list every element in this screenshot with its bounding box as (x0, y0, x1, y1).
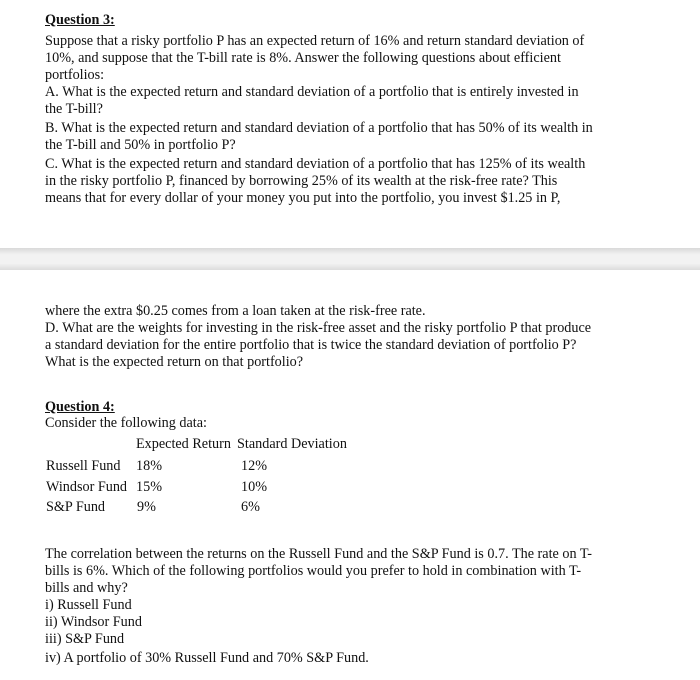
q4-intro: Consider the following data: (45, 415, 207, 431)
table-cell-return: 9% (137, 499, 156, 515)
q4-line-3: bills and why? (45, 580, 128, 596)
q3-line-7: the T-bill and 50% in portfolio P? (45, 137, 236, 153)
table-cell-fund: Windsor Fund (46, 479, 128, 495)
table-cell-sd: 6% (241, 499, 260, 515)
table-cell-return: 18% (136, 458, 163, 474)
q3-continuation-2: D. What are the weights for investing in the risk-free asset and the risky portfolio P that produce (45, 320, 592, 336)
table-cell-sd: 12% (241, 458, 268, 474)
table-header-standard-deviation: Standard Deviation (237, 436, 347, 452)
q3-continuation-3: a standard deviation for the entire portfolio that is twice the standard deviation of portfolio P? (45, 337, 577, 353)
table-header-expected-return: Expected Return (136, 436, 231, 452)
q4-line-1: The correlation between the returns on the Russell Fund and the S&P Fund is 0.7. The rate on T- (45, 546, 592, 562)
question-3-heading: Question 3: (45, 12, 115, 28)
table-cell-fund: Russell Fund (46, 458, 121, 474)
page-top (0, 0, 700, 248)
q4-option-2: ii) Windsor Fund (45, 614, 142, 630)
q4-option-4: iv) A portfolio of 30% Russell Fund and 70% S&P Fund. (45, 650, 369, 666)
question-4-heading: Question 4: (45, 399, 115, 415)
table-cell-fund: S&P Fund (46, 499, 106, 515)
page-bottom (0, 270, 700, 680)
q4-option-3: iii) S&P Fund (45, 631, 125, 647)
q3-line-1: Suppose that a risky portfolio P has an expected return of 16% and return standard deviation of (45, 33, 585, 49)
q3-continuation-1: where the extra $0.25 comes from a loan taken at the risk-free rate. (45, 303, 426, 319)
q3-line-8: C. What is the expected return and standard deviation of a portfolio that has 125% of its wealth (45, 156, 586, 172)
page-separator (0, 248, 700, 270)
q3-line-2: 10%, and suppose that the T-bill rate is 8%. Answer the following questions about efficient (45, 50, 561, 66)
q3-line-4: A. What is the expected return and standard deviation of a portfolio that is entirely invested in (45, 84, 579, 100)
q4-line-2: bills is 6%. Which of the following portfolios would you prefer to hold in combination with T- (45, 563, 582, 579)
q4-option-1: i) Russell Fund (45, 597, 132, 613)
q3-continuation-4: What is the expected return on that portfolio? (45, 354, 304, 370)
q3-line-9: in the risky portfolio P, financed by borrowing 25% of its wealth at the risk-free rate? This (45, 173, 558, 189)
q3-line-6: B. What is the expected return and standard deviation of a portfolio that has 50% of its wealth in (45, 120, 593, 136)
q3-line-3: portfolios: (45, 67, 105, 83)
table-cell-sd: 10% (241, 479, 268, 495)
table-cell-return: 15% (136, 479, 163, 495)
q3-line-5: the T-bill? (45, 101, 103, 117)
q3-line-10: means that for every dollar of your money you put into the portfolio, you invest $1.25 in P, (45, 190, 561, 206)
